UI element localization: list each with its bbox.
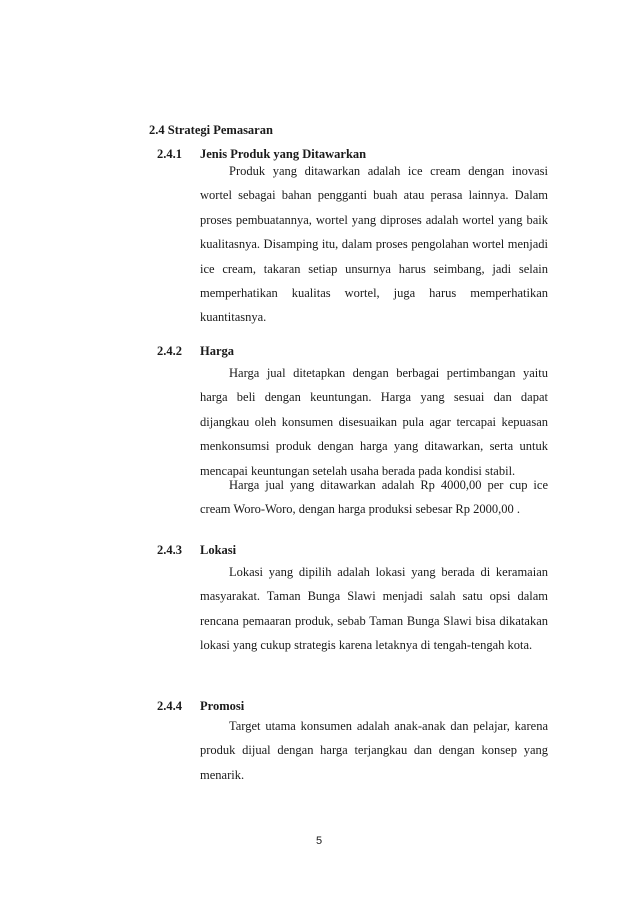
section-title: Harga bbox=[200, 344, 235, 358]
paragraph-jenis-produk: Produk yang ditawarkan adalah ice cream dengan inovasi wortel sebagai bahan pengganti buah atau perasa lainnya. Dalam proses pembuatannya, wortel yang diproses adalah wortel yang baik kualitasnya. Disamping itu, dalam proses pengolahan wortel menjadi ice cream, takaran setiap unsurnya harus seimbang, jadi selain memperhatikan kualitas wortel, juga harus memperhatikan kuantitasnya. bbox=[200, 164, 548, 325]
section-heading-harga bbox=[157, 342, 234, 360]
paragraph-lokasi: Lokasi yang dipilih adalah lokasi yang berada di keramaian masyarakat. Taman Bunga Slawi menjadi salah satu opsi dalam rencana pemaaran produk, sebab Taman Bunga Slawi bisa dikatakan lokasi yang cukup strategis karena letaknya di tengah-tengah kota. bbox=[200, 565, 548, 653]
section-title: Promosi bbox=[200, 699, 245, 713]
section-number: 2.4.2 bbox=[157, 344, 182, 358]
paragraph-harga-1: Harga jual ditetapkan dengan berbagai pertimbangan yaitu harga beli dengan keuntungan. Harga yang sesuai dan dapat dijangkau oleh konsumen disesuaikan pula agar tercapai kepuasan menkonsumsi produk dengan harga yang ditawarkan, serta untuk mencapai keuntungan setelah usaha berada pada kondisi stabil. bbox=[200, 366, 548, 478]
paragraph-promosi: Target utama konsumen adalah anak-anak dan pelajar, karena produk dijual dengan harga terjangkau dan dengan konsep yang menarik. bbox=[200, 719, 548, 782]
section-title: Jenis Produk yang Ditawarkan bbox=[200, 147, 367, 161]
page-number: 5 bbox=[315, 835, 323, 847]
section-number: 2.4.4 bbox=[157, 699, 182, 713]
section-title: Lokasi bbox=[200, 543, 237, 557]
section-number: 2.4.1 bbox=[157, 147, 182, 161]
section-heading-promosi bbox=[157, 697, 244, 715]
section-heading-lokasi bbox=[157, 541, 236, 559]
chapter-heading: 2.4 Strategi Pemasaran bbox=[149, 123, 273, 137]
section-number: 2.4.3 bbox=[157, 543, 182, 557]
paragraph-harga-2: Harga jual yang ditawarkan adalah Rp 4000,00 per cup ice cream Woro-Woro, dengan harga produksi sebesar Rp 2000,00 . bbox=[200, 478, 548, 517]
